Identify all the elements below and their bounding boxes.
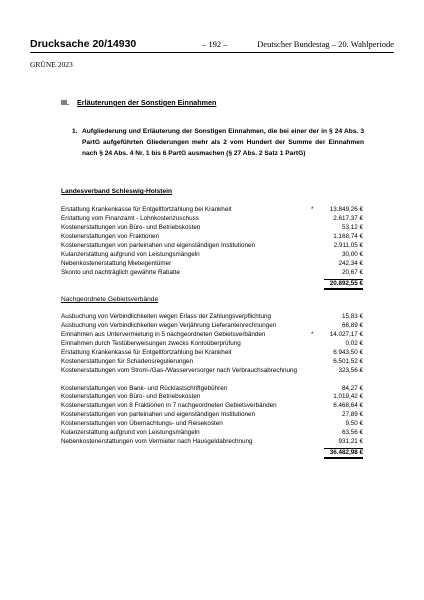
row-label: Skonto und nachträglich gewährte Rabatte bbox=[61, 268, 181, 276]
table-row bbox=[61, 429, 363, 438]
row-amount: 2.617,37 € bbox=[333, 214, 363, 222]
row-label: Kostenerstattungen von Büro- und Betriebskosten bbox=[61, 223, 201, 231]
row-label: Ausbuchung von Verbindlichkeiten wegen Erlass der Zahlungsverpflichtung bbox=[61, 313, 272, 320]
row-amount: 15,83 € bbox=[341, 313, 363, 320]
row-label: Erstattung Krankenkasse für Entgeltfortzahlung bei Krankheit bbox=[61, 348, 232, 356]
row-amount: 6.468,64 € bbox=[333, 402, 363, 410]
row-label: Ausbuchung von Verbindlichkeiten wegen Verjährung Lieferantenrechnungen bbox=[61, 321, 277, 329]
table-row bbox=[61, 242, 363, 251]
row-amount: 323,56 € bbox=[338, 366, 363, 374]
table-row bbox=[61, 367, 363, 385]
row-amount: 1.019,42 € bbox=[333, 393, 363, 401]
table-row bbox=[61, 393, 363, 402]
row-label: Erstattung Krankenkasse für Entgeltfortzahlung bei Krankheit bbox=[61, 206, 232, 213]
row-label: Kostenerstattungen für Schadensregulierungen bbox=[61, 357, 193, 365]
table-row bbox=[61, 420, 363, 429]
table-row bbox=[61, 251, 363, 260]
table-row bbox=[61, 438, 363, 447]
table-row bbox=[61, 233, 363, 242]
table-row bbox=[61, 260, 363, 269]
gebietsverbaende-table bbox=[61, 313, 363, 456]
row-label: Kostenerstattungen von 8 Fraktionen in 7 nachgeordneten Gebietsverbänden bbox=[61, 402, 277, 410]
table-row bbox=[61, 269, 363, 278]
total-amount: 36.482,98 € bbox=[324, 448, 363, 459]
table-row bbox=[61, 358, 363, 367]
row-label: Kulanzerstattung aufgrund von Leistungsmängeln bbox=[61, 250, 200, 258]
row-label: Kostenerstattungen von parteinahen und eigenständigen Institutionen bbox=[61, 411, 255, 419]
landesverband-title: Landesverband Schleswig-Holstein bbox=[61, 188, 173, 195]
row-label: Kostenerstattungen von Bank- und Rücklastschriftgebühren bbox=[61, 384, 228, 392]
row-label: Nebenkostenerstattung Mieteigentümer bbox=[61, 259, 172, 267]
row-marker: * bbox=[311, 330, 314, 338]
total-row bbox=[61, 278, 363, 287]
table-row bbox=[61, 322, 363, 331]
row-amount: 30,00 € bbox=[341, 250, 363, 258]
drucksache-label: Drucksache 20/ bbox=[30, 38, 108, 50]
row-label: Einnahmen durch Testüberweisungen zwecks Kontoüberprüfung bbox=[61, 339, 241, 347]
paragraph bbox=[72, 126, 364, 159]
row-amount: 2.911,05 € bbox=[333, 241, 363, 249]
row-label: Erstattung vom Finanzamt - Lohnkostenzuschuss bbox=[61, 214, 199, 222]
table-row bbox=[61, 349, 363, 358]
section-heading bbox=[61, 98, 216, 107]
row-amount: 27,89 € bbox=[341, 411, 363, 419]
row-label: Kostenerstattungen von Fraktionen bbox=[61, 232, 160, 240]
table-row bbox=[61, 411, 363, 420]
table-row bbox=[61, 224, 363, 233]
row-amount: 9,50 € bbox=[345, 420, 363, 428]
row-label: Kulanzerstattung aufgrund von Leistungsmängeln bbox=[61, 429, 200, 437]
row-amount: 53,12 € bbox=[341, 223, 363, 231]
row-amount: 6.501,52 € bbox=[333, 357, 363, 365]
row-amount: 14.027,17 € bbox=[329, 330, 363, 338]
row-marker: * bbox=[311, 206, 314, 213]
publisher: Deutscher Bundestag – 20. Wahlperiode bbox=[257, 39, 394, 49]
section-number: III. bbox=[61, 98, 69, 107]
row-label: Nebenkostenerstattungen vom Vermieter nach Hausgeldabrechnung bbox=[61, 438, 253, 446]
row-label: Kostenerstattungen von Übernachtungs- und Reisekosten bbox=[61, 420, 223, 428]
section-title: Erläuterungen der Sonstigen Einnahmen bbox=[77, 98, 217, 107]
table-row bbox=[61, 215, 363, 224]
party-line: GRÜNE 2023 bbox=[30, 60, 73, 69]
row-amount: 242,34 € bbox=[338, 259, 363, 267]
table-row bbox=[61, 402, 363, 411]
table-row bbox=[61, 331, 363, 340]
row-label: Kostenerstattungen von Büro- und Betriebskosten bbox=[61, 393, 201, 401]
row-amount: 931,21 € bbox=[338, 438, 363, 446]
row-amount: 20,67 € bbox=[341, 268, 363, 276]
drucksache-id bbox=[30, 38, 136, 50]
row-label: Kostenerstattungen vom Strom-/Gas-/Wasserversorger nach Verbrauchsabrechnung bbox=[61, 366, 298, 374]
table-row bbox=[61, 340, 363, 349]
row-amount: 0,02 € bbox=[345, 339, 363, 347]
paragraph-text: Aufgliederung und Erläuterung der Sonstigen Einnahmen, die bei einer der in § 24 Abs. 3 PartG aufgeführten Gliederungen mehr als 2 vom Hundert der Summe der Einnahmen nach § 24 Abs. 4 Nr. 1 bis 6 PartG ausmachen (§ 27 Abs. 2 Satz 1 PartG) bbox=[82, 128, 364, 157]
paragraph-number: 1. bbox=[72, 128, 78, 135]
row-amount: 1.168,74 € bbox=[333, 232, 363, 240]
row-amount: 66,89 € bbox=[341, 321, 363, 329]
landesverband-table bbox=[61, 206, 363, 287]
table-row bbox=[61, 313, 363, 322]
total-row bbox=[61, 447, 363, 456]
row-amount: 6.943,50 € bbox=[333, 348, 363, 356]
gebietsverbaende-title: Nachgeordnete Gebietsverbände bbox=[61, 296, 159, 303]
row-amount: 63,56 € bbox=[341, 429, 363, 437]
row-amount: 84,27 € bbox=[341, 384, 363, 392]
row-amount: 13.849,26 € bbox=[329, 206, 363, 213]
drucksache-number: 14930 bbox=[107, 38, 137, 50]
total-amount: 20.892,55 € bbox=[324, 279, 363, 290]
page-marker: – 192 – bbox=[202, 39, 228, 49]
table-row bbox=[61, 385, 363, 394]
page-header bbox=[30, 38, 394, 53]
table-row bbox=[61, 206, 363, 215]
row-label: Kostenerstattungen von parteinahen und eigenständigen Institutionen bbox=[61, 241, 255, 249]
row-label: Einnahmen aus Untervermietung in 5 nachgeordneten Gebietsverbänden bbox=[61, 330, 266, 338]
